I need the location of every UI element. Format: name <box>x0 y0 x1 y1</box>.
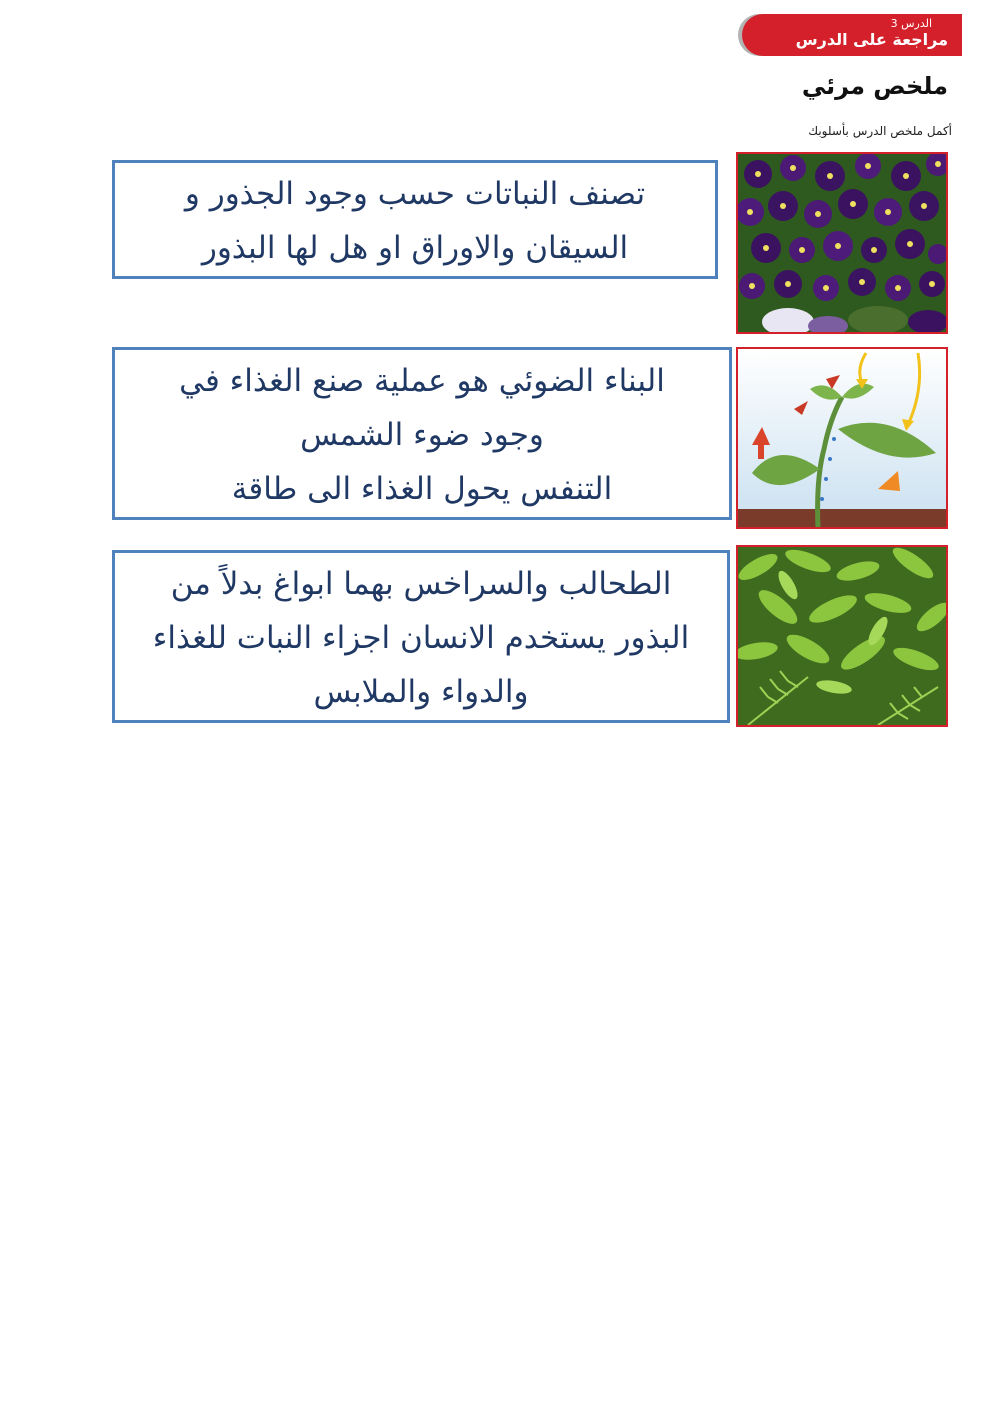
summary-box-plant-classification <box>112 160 718 279</box>
photosynthesis-image <box>736 347 948 529</box>
summary-line: وجود ضوء الشمس <box>300 417 544 453</box>
summary-box-spores-and-uses <box>112 550 730 723</box>
summary-line: البناء الضوئي هو عملية صنع الغذاء في <box>179 363 665 399</box>
flowers-image <box>736 152 948 334</box>
summary-line: الطحالب والسراخس بهما ابواغ بدلاً من <box>170 566 672 602</box>
summary-line: تصنف النباتات حسب وجود الجذور و <box>184 176 646 212</box>
ferns-image <box>736 545 948 727</box>
summary-line: والدواء والملابس <box>313 674 529 710</box>
lesson-title: مراجعة على الدرس <box>795 30 948 49</box>
section-heading: ملخص مرئي <box>801 72 948 100</box>
summary-line: السيقان والاوراق او هل لها البذور <box>201 230 629 266</box>
summary-line: التنفس يحول الغذاء الى طاقة <box>231 471 613 507</box>
lesson-header-tab <box>742 14 962 56</box>
summary-line: البذور يستخدم الانسان اجزاء النبات للغذاء <box>152 620 690 656</box>
instruction-text: أكمل ملخص الدرس بأسلوبك <box>808 124 952 138</box>
lesson-number: الدرس 3 <box>890 17 932 30</box>
summary-box-photosynthesis <box>112 347 732 520</box>
